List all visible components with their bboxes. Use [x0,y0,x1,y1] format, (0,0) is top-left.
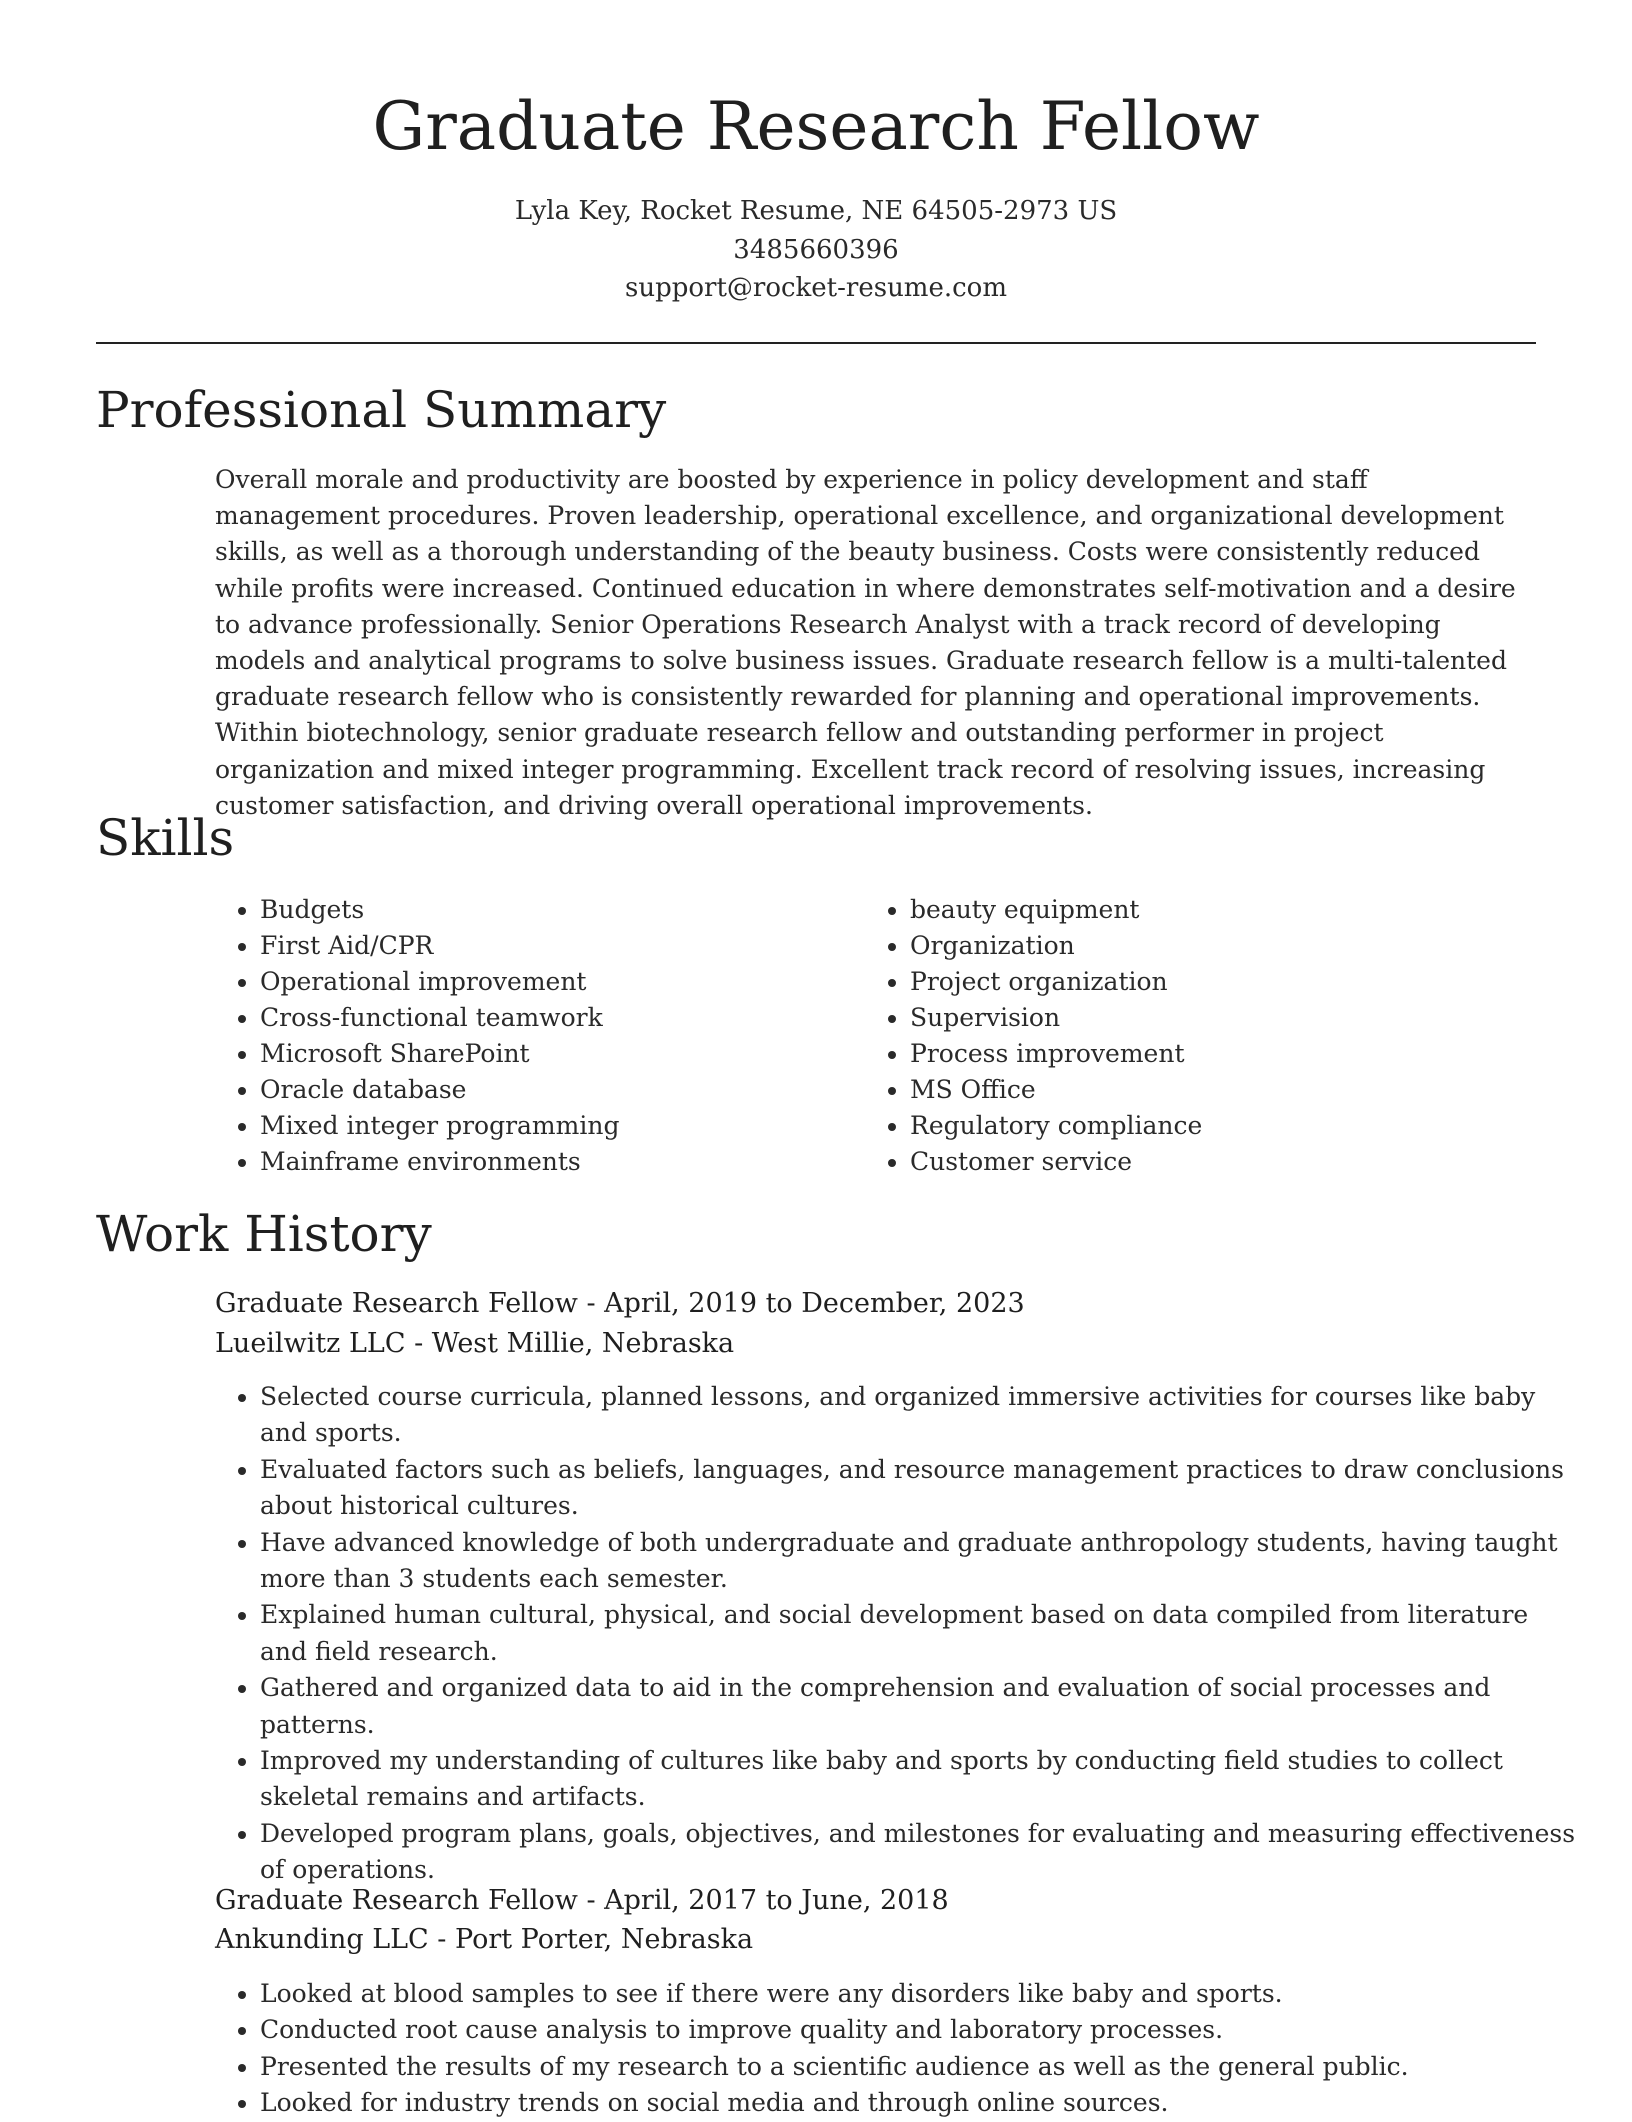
skill-item: • beauty equipment [910,892,1530,928]
contact-phone: 3485660396 [733,235,899,265]
duty-item: • Explained human cultural, physical, and social development based on data compiled from literature and field research. [260,1597,1582,1670]
skills-list-right [865,892,1530,1180]
duty-item: • Improved my understanding of cultures like baby and sports by conducting field studies to collect skeletal remains and artifacts. [260,1743,1582,1816]
duty-item: • Developed program plans, goals, objectives, and milestones for evaluating and measuring effectiveness of operations. [260,1816,1582,1889]
skills-list-left [215,892,860,1180]
skill-item: • Project organization [910,964,1530,1000]
duty-item: • Gathered and organized data to aid in the comprehension and evaluation of social processes and patterns. [260,1670,1582,1743]
duty-item: • Evaluated factors such as beliefs, languages, and resource management practices to draw conclusions about historical cultures. [260,1452,1582,1525]
skill-item: • Oracle database [260,1072,860,1108]
duty-item: • Looked for industry trends on social media and through online sources. [260,2085,1582,2121]
duty-item: • Have advanced knowledge of both undergraduate and graduate anthropology students, having taught more than 3 students each semester. [260,1525,1582,1598]
header-divider [96,342,1536,344]
job-title-line: Graduate Research Fellow - April, 2019 to December, 2023 [215,1288,1025,1319]
skill-item: • Regulatory compliance [910,1108,1530,1144]
skill-item: • First Aid/CPR [260,928,860,964]
resume-title: Graduate Research Fellow [372,88,1260,165]
skill-item: • Operational improvement [260,964,860,1000]
skill-item: • Budgets [260,892,860,928]
summary-heading: Professional Summary [96,381,667,439]
job-title-line: Graduate Research Fellow - April, 2017 to June, 2018 [215,1885,949,1916]
skill-item: • Mainframe environments [260,1144,860,1180]
duty-item: • Presented the results of my research to a scientific audience as well as the general public. [260,2049,1582,2085]
duty-item: • Looked at blood samples to see if there were any disorders like baby and sports. [260,1976,1582,2012]
work-history-heading: Work History [96,1205,432,1263]
skill-item: • MS Office [910,1072,1530,1108]
job-company-line: Lueilwitz LLC - West Millie, Nebraska [215,1328,735,1359]
duty-item: • Conducted root cause analysis to improve quality and laboratory processes. [260,2012,1582,2048]
contact-address: Lyla Key, Rocket Resume, NE 64505-2973 US [514,196,1118,226]
summary-text: Overall morale and productivity are boosted by experience in policy development and staff management procedures. Proven leadership, operational excellence, and organizational development skills, as well as a thorough understanding of the beauty business. Costs were consistently reduced while profits were increased. Continued education in where demonstrates self-motivation and a desire to advance professionally. Senior Operations Research Analyst with a track record of developing models and analytical programs to solve business issues. Graduate research fellow is a multi-talented graduate research fellow who is consistently rewarded for planning and operational improvements. Within biotechnology, senior graduate research fellow and outstanding performer in project organization and mixed integer programming. Excellent track record of resolving issues, increasing customer satisfaction, and driving overall operational improvements. [215,465,1516,820]
job-duties-list [215,1976,1582,2122]
skill-item: • Organization [910,928,1530,964]
job-duties-list [215,1379,1582,1889]
contact-email: support@rocket-resume.com [624,273,1007,303]
skill-item: • Mixed integer programming [260,1108,860,1144]
duty-item: • Selected course curricula, planned lessons, and organized immersive activities for courses like baby and sports. [260,1379,1582,1452]
skill-item: • Microsoft SharePoint [260,1036,860,1072]
skills-heading: Skills [96,809,235,867]
job-company-line: Ankunding LLC - Port Porter, Nebraska [215,1924,754,1955]
skill-item: • Supervision [910,1000,1530,1036]
skill-item: • Customer service [910,1144,1530,1180]
skill-item: • Cross-functional teamwork [260,1000,860,1036]
skill-item: • Process improvement [910,1036,1530,1072]
